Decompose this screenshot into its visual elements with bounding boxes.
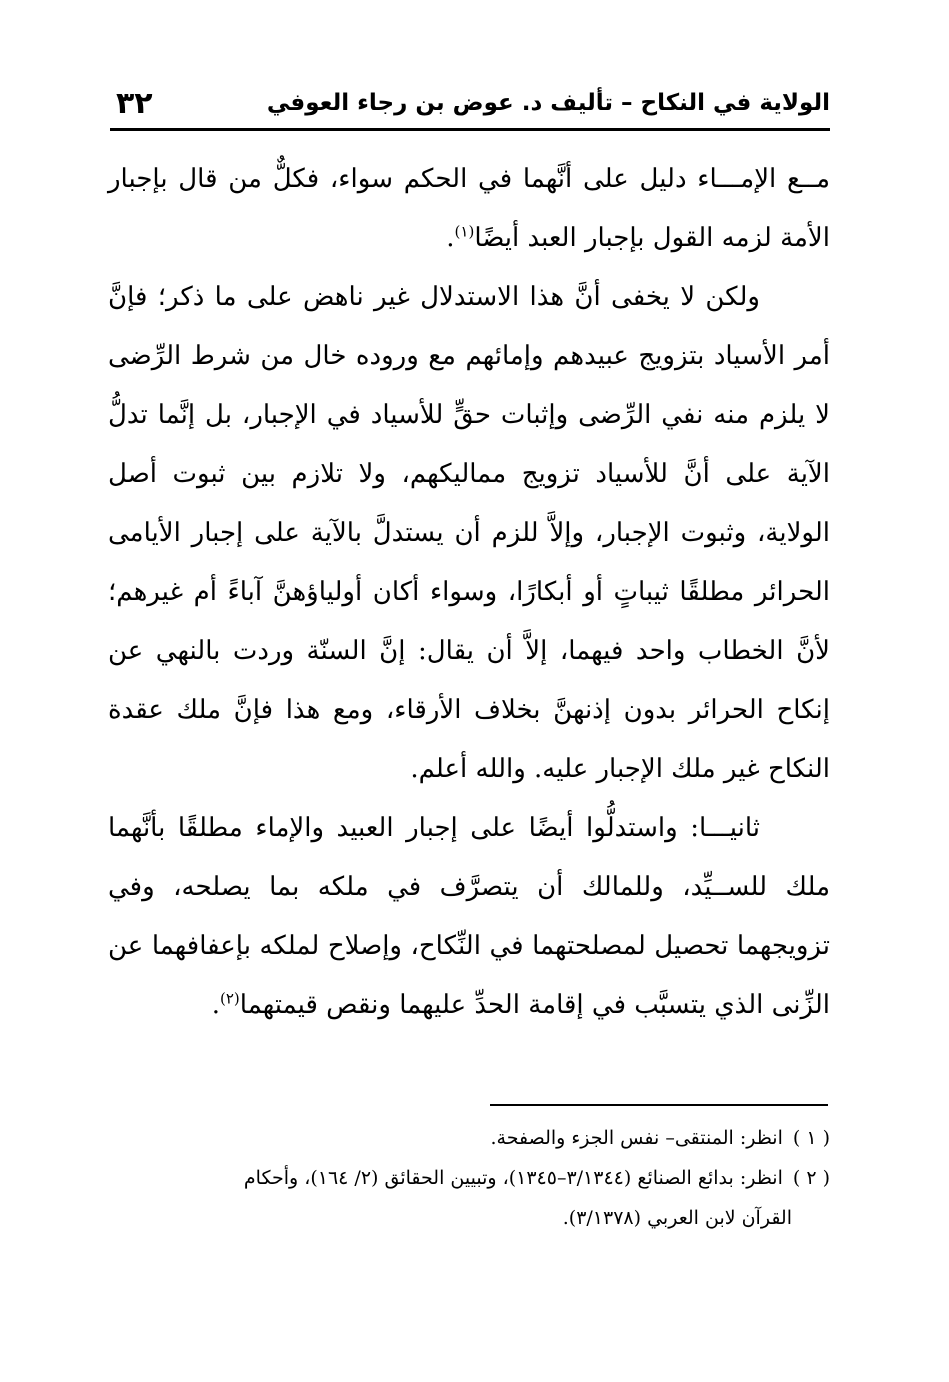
paragraph-2: ولكن لا يخفى أنَّ هذا الاستدلال غير ناهض على ما ذكر؛ فإنَّ أمر الأسياد بتزويج عبيدهم وإمائهم مع وروده خال من شرط الرِّضى لا يلزم منه نفي الرِّضى وإثبات حقٍّ للأسياد في الإجبار، بل إنَّما تدلُّ الآية على أنَّ للأسياد تزويج مماليكهم، ولا تلازم بين ثبوت أصل الولاية، وثبوت الإجبار، وإلاَّ للزم أن يستدلَّ بالآية على إجبار الأيامى الحرائر مطلقًا ثيباتٍ أو أبكارًا، وسواء أكان أولياؤهنَّ آباءً أم غيرهم؛ لأنَّ الخطاب واحد فيهما، إلاَّ أن يقال: إنَّ السنّة وردت بالنهي عن إنكاح الحرائر بدون إذنهنَّ بخلاف الأرقاء، ومع هذا فإنَّ ملك عقدة النكاح غير ملك الإجبار عليه. والله أعلم. xyxy=(108,282,830,784)
footnote-ref-2[interactable]: (٢) xyxy=(220,989,240,1008)
page-number: ٣٢ xyxy=(116,86,153,121)
footnote-1-text: انظر: المنتقى– نفس الجزء والصفحة. xyxy=(490,1127,783,1149)
footnotes xyxy=(118,1118,830,1238)
footnote-2 xyxy=(118,1158,830,1198)
paragraph-continuation xyxy=(108,150,830,268)
main-text xyxy=(108,150,830,1035)
footnote-2-text: انظر: بدائع الصنائع (٣/١٣٤٤–١٣٤٥)، وتبيين الحقائق (٢/ ١٦٤)، وأحكام xyxy=(243,1167,783,1189)
paragraph-3-end: . xyxy=(211,990,220,1020)
footnote-2-marker: ( ٢ ) xyxy=(792,1167,830,1189)
footnote-divider xyxy=(490,1104,828,1106)
footnote-1-marker: ( ١ ) xyxy=(792,1127,830,1149)
paragraph-3-text: ثانيـــا: واستدلُّوا أيضًا على إجبار العبيد والإماء مطلقًا بأنَّهما ملك للســيِّد، وللمالك أن يتصرَّف في ملكه بما يصلحه، وفي تزويجهما تحصيل لمصلحتهما في النِّكاح، وإصلاح لملكه بإعفافهما عن الزِّنى الذي يتسبَّب في إقامة الحدِّ عليهما ونقص قيمتهما xyxy=(108,813,830,1020)
paragraph-1-end: . xyxy=(446,223,455,253)
footnote-ref-1[interactable]: (١) xyxy=(454,222,475,241)
paragraph-1-text: مــع الإمـــاء دليل على أنَّهما في الحكم سواء، فكلٌّ من قال بإجبار الأمة لزمه القول بإجبار العبد أيضًا xyxy=(108,164,830,253)
footnote-2-continuation: القرآن لابن العربي (٣/١٣٧٨). xyxy=(562,1207,792,1229)
running-header xyxy=(110,86,830,131)
paragraph-3 xyxy=(108,799,830,1035)
footnote-1 xyxy=(118,1118,830,1158)
header-title: الولاية في النكاح – تأليف د. عوض بن رجاء العوفي xyxy=(266,90,830,116)
